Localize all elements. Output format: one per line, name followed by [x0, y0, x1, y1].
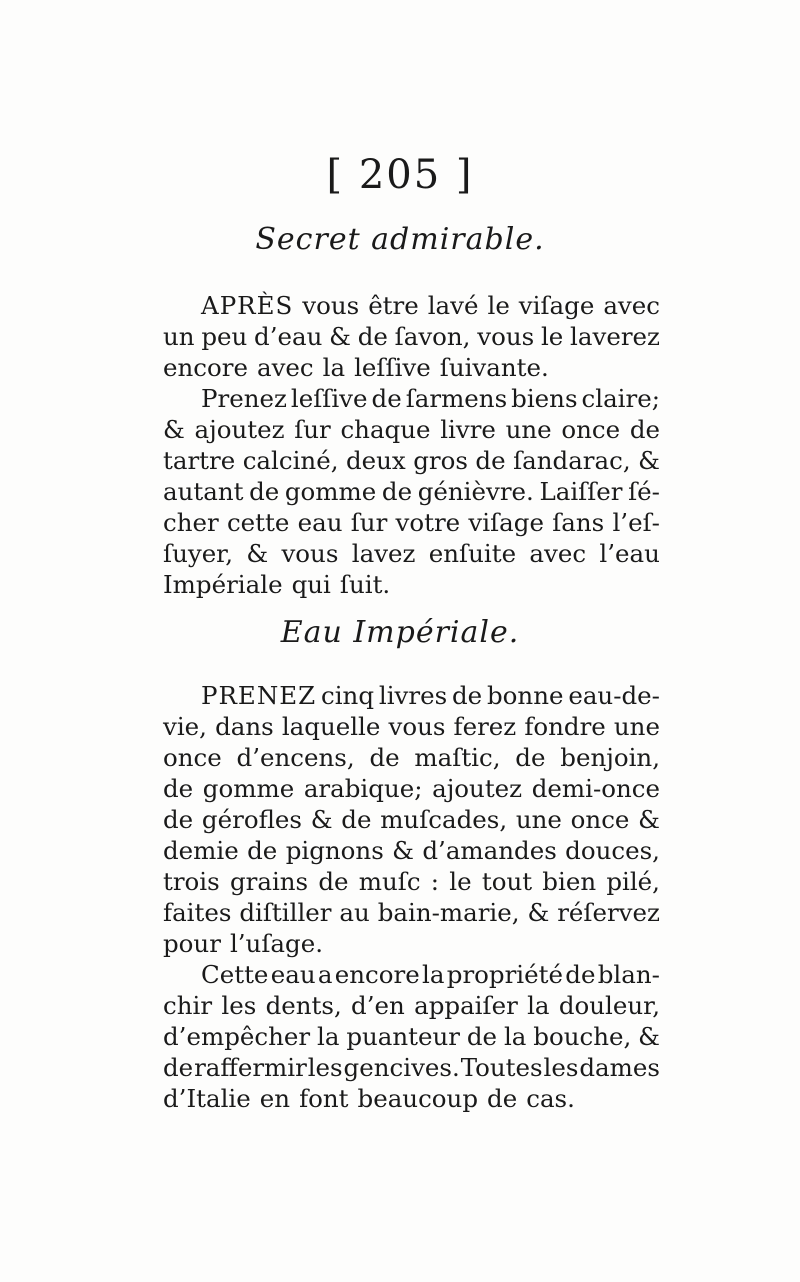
text-line: d’Italie en font beaucoup de cas.: [163, 1084, 575, 1113]
section-title-eau-imperiale: Eau Impériale.: [280, 615, 520, 650]
section-body-eau-imperiale: [163, 680, 660, 1114]
text-line: autant de gomme de génièvre. Laiſſer ſé-: [163, 477, 660, 506]
section-title-secret: Secret admirable.: [255, 222, 545, 257]
text-line: Cette eau a encore la propriété de blan-: [201, 960, 660, 989]
text-line: & ajoutez ſur chaque livre une once de: [163, 415, 660, 444]
text-line: chir les dents, d’en appaiſer la douleur,: [163, 991, 660, 1020]
text-line: ſuyer, & vous lavez enſuite avec l’eau: [163, 539, 660, 568]
text-line: demie de pignons & d’amandes douces,: [163, 836, 660, 865]
text-line: trois grains de muſc : le tout bien pilé,: [163, 867, 660, 896]
text-line: d’empêcher la puanteur de la bouche, &: [163, 1022, 660, 1051]
text-line: Impériale qui ſuit.: [163, 570, 391, 599]
text-line: APRÈS vous être lavé le viſage avec: [201, 291, 660, 320]
text-line: cher cette eau ſur votre viſage ſans l’eſ-: [163, 508, 660, 537]
text-line: de gérofles & de muſcades, une once &: [163, 805, 660, 834]
text-line: tartre calciné, deux gros de ſandarac, &: [163, 446, 660, 475]
text-line: encore avec la leſſive ſuivante.: [163, 353, 549, 382]
text-line: pour l’uſage.: [163, 929, 323, 958]
text-line: de gomme arabique; ajoutez demi-once: [163, 774, 660, 803]
text-line: once d’encens, de maſtic, de benjoin,: [163, 743, 660, 772]
text-line: de raffermir les gencives. Toutes les dames: [163, 1053, 660, 1082]
text-line: faites diſtiller au bain-marie, & réſervez: [163, 898, 660, 927]
text-line: Prenez leſſive de ſarmens biens claire;: [201, 384, 660, 413]
text-line: vie, dans laquelle vous ferez fondre une: [163, 712, 660, 741]
text-line: un peu d’eau & de ſavon, vous le laverez: [163, 322, 660, 351]
text-line: PRENEZ cinq livres de bonne eau-de-: [201, 681, 660, 710]
page-number: [ 205 ]: [326, 152, 474, 198]
section-body-secret: [163, 290, 660, 600]
